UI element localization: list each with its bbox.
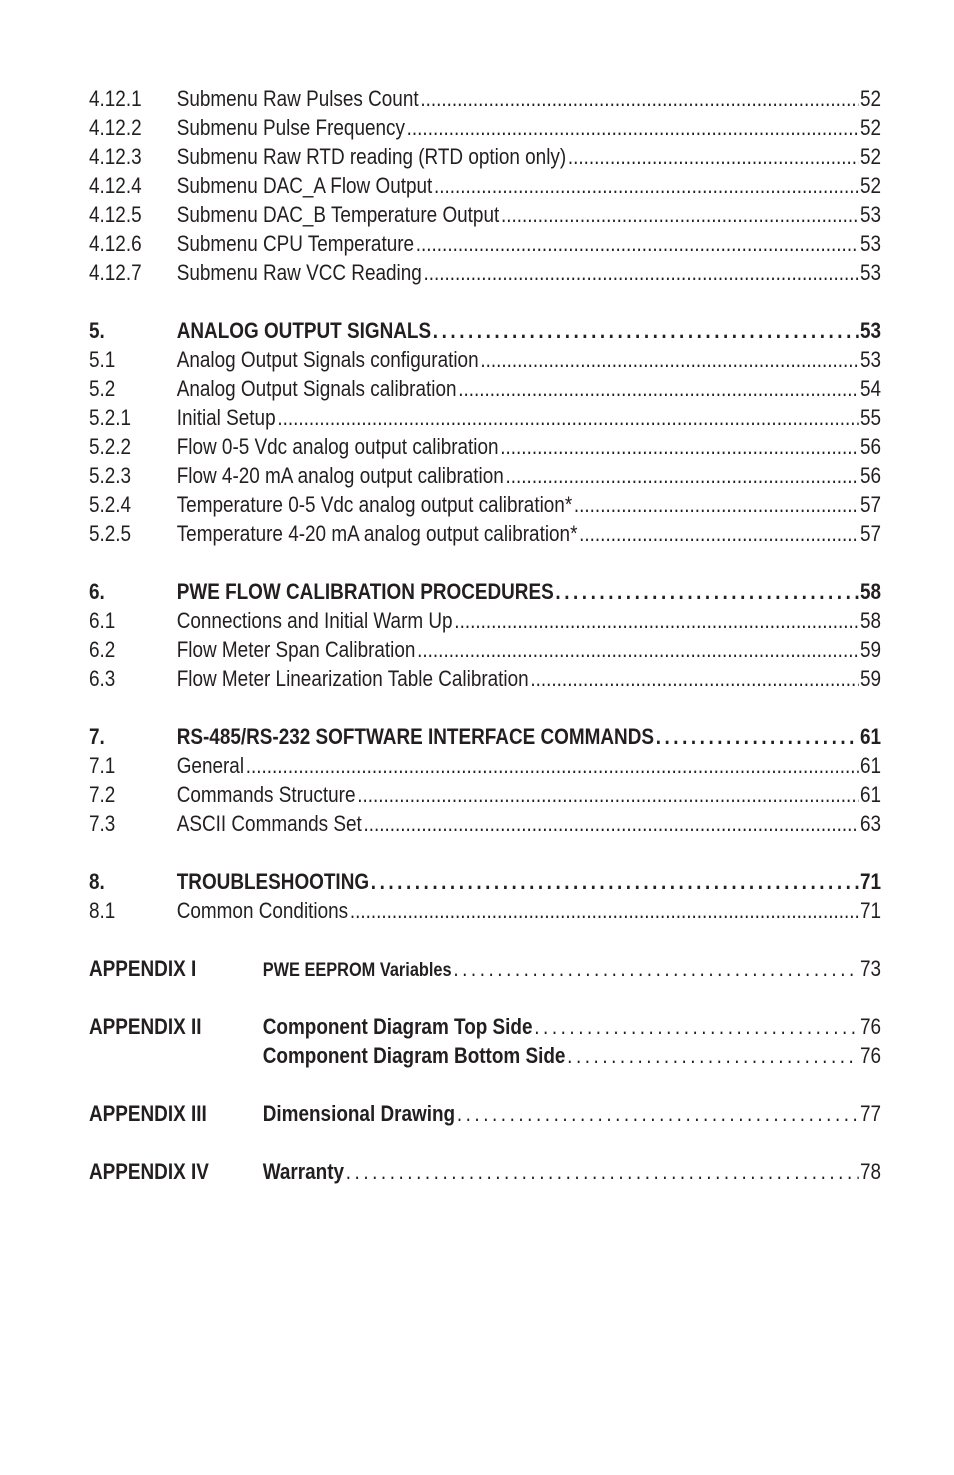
toc-title: TROUBLESHOOTING [176, 869, 370, 894]
toc-entry[interactable] [89, 229, 881, 258]
dot-leader [534, 1012, 858, 1041]
dot-leader [574, 490, 858, 519]
toc-title: Analog Output Signals calibration [176, 376, 457, 401]
toc-title: Flow Meter Span Calibration [176, 637, 416, 662]
appendix-title: Dimensional Drawing [262, 1101, 456, 1126]
toc-appendix-entry[interactable] [89, 954, 881, 983]
toc-page: 52 [860, 86, 882, 111]
toc-page: 61 [860, 724, 882, 749]
toc-page: 71 [860, 869, 882, 894]
dot-leader [567, 1041, 858, 1070]
toc-title: Submenu Raw Pulses Count [176, 86, 419, 111]
toc-page: 52 [860, 115, 882, 140]
dot-leader [433, 316, 858, 345]
appendix-number: APPENDIX I [89, 956, 197, 981]
toc-title: Flow 4-20 mA analog output calibration [176, 463, 504, 488]
toc-number: 7.1 [89, 753, 116, 778]
toc-title: Connections and Initial Warm Up [176, 608, 453, 633]
toc-page: 53 [860, 347, 882, 372]
toc-number: 4.12.6 [89, 231, 142, 256]
dot-leader [506, 461, 859, 490]
toc-page: 56 [860, 434, 882, 459]
toc-entry[interactable] [89, 258, 881, 287]
toc-number: 5.2 [89, 376, 116, 401]
dot-leader [457, 1099, 858, 1128]
toc-number: 7.2 [89, 782, 116, 807]
toc-entry[interactable] [89, 432, 881, 461]
toc-entry[interactable] [89, 84, 881, 113]
toc-title: ANALOG OUTPUT SIGNALS [176, 318, 432, 343]
section-spacer [89, 287, 770, 316]
toc-title: Submenu DAC_B Temperature Output [176, 202, 500, 227]
toc-number: 5.2.1 [89, 405, 132, 430]
table-of-contents [89, 84, 882, 1186]
toc-entry[interactable] [89, 780, 881, 809]
toc-title: Analog Output Signals configuration [176, 347, 479, 372]
toc-page: 53 [860, 260, 882, 285]
toc-number: 8. [89, 869, 105, 894]
toc-entry[interactable] [89, 635, 881, 664]
toc-number: 4.12.5 [89, 202, 142, 227]
toc-entry[interactable] [89, 345, 881, 374]
toc-number: 7. [89, 724, 105, 749]
toc-title: Submenu CPU Temperature [176, 231, 415, 256]
toc-number: 4.12.2 [89, 115, 142, 140]
toc-title: Flow 0-5 Vdc analog output calibration [176, 434, 499, 459]
toc-title: Submenu DAC_A Flow Output [176, 173, 433, 198]
toc-entry[interactable] [89, 751, 881, 780]
appendix-title: Component Diagram Top Side [262, 1014, 533, 1039]
toc-title: General [176, 753, 245, 778]
dot-leader [364, 809, 859, 838]
toc-page: 78 [860, 1159, 882, 1184]
toc-page: 58 [860, 608, 882, 633]
toc-number: 5.2.5 [89, 521, 132, 546]
toc-entry[interactable] [89, 171, 881, 200]
dot-leader [246, 751, 859, 780]
toc-title: Initial Setup [176, 405, 276, 430]
toc-entry[interactable] [89, 809, 881, 838]
dot-leader [500, 432, 858, 461]
toc-page: 61 [860, 753, 882, 778]
toc-page: 52 [860, 173, 882, 198]
toc-page: 55 [860, 405, 882, 430]
toc-entry[interactable] [89, 403, 881, 432]
dot-leader [417, 635, 858, 664]
toc-title: Commands Structure [176, 782, 356, 807]
toc-entry[interactable] [89, 374, 881, 403]
toc-page: 59 [860, 666, 882, 691]
toc-number: 5.2.2 [89, 434, 132, 459]
toc-entry[interactable] [89, 113, 881, 142]
toc-number: 6. [89, 579, 105, 604]
dot-leader [656, 722, 859, 751]
toc-number: 5.1 [89, 347, 116, 372]
toc-title: RS-485/RS-232 SOFTWARE INTERFACE COMMANDS [176, 724, 654, 749]
toc-page: 58 [860, 579, 882, 604]
toc-title: Temperature 4-20 mA analog output calibration* [176, 521, 578, 546]
section-spacer [89, 838, 770, 867]
toc-section-heading[interactable] [89, 867, 881, 896]
toc-page: 56 [860, 463, 882, 488]
toc-page: 59 [860, 637, 882, 662]
toc-number: 6.2 [89, 637, 116, 662]
dot-leader [350, 896, 858, 925]
dot-leader [579, 519, 858, 548]
appendix-title: Component Diagram Bottom Side [262, 1043, 566, 1068]
dot-leader [357, 780, 858, 809]
toc-page: 57 [860, 492, 882, 517]
dot-leader [420, 84, 858, 113]
dot-leader [277, 403, 858, 432]
toc-number: 4.12.1 [89, 86, 142, 111]
dot-leader [453, 954, 858, 983]
toc-page: 63 [860, 811, 882, 836]
toc-page: 53 [860, 202, 882, 227]
section-spacer [89, 983, 770, 1012]
dot-leader [530, 664, 858, 693]
toc-page: 76 [860, 1014, 882, 1039]
section-spacer [89, 548, 770, 577]
toc-title: PWE FLOW CALIBRATION PROCEDURES [176, 579, 554, 604]
toc-title: Submenu Raw RTD reading (RTD option only) [176, 144, 567, 169]
section-spacer [89, 693, 770, 722]
dot-leader [434, 171, 858, 200]
toc-entry[interactable] [89, 200, 881, 229]
dot-leader [346, 1157, 859, 1186]
section-spacer [89, 1070, 770, 1099]
dot-leader [555, 577, 858, 606]
dot-leader [501, 200, 858, 229]
toc-page: 54 [860, 376, 882, 401]
dot-leader [458, 374, 858, 403]
appendix-number: APPENDIX II [89, 1014, 202, 1039]
toc-entry[interactable] [89, 606, 881, 635]
toc-number: 4.12.7 [89, 260, 142, 285]
toc-section-heading[interactable] [89, 722, 881, 751]
toc-number: 7.3 [89, 811, 116, 836]
dot-leader [407, 113, 859, 142]
toc-title: ASCII Commands Set [176, 811, 362, 836]
appendix-title: PWE EEPROM Variables [262, 960, 452, 981]
toc-number: 5. [89, 318, 105, 343]
appendix-title: Warranty [262, 1159, 345, 1184]
toc-appendix-entry[interactable] [89, 1099, 881, 1128]
dot-leader [423, 258, 858, 287]
appendix-number: APPENDIX III [89, 1101, 207, 1126]
toc-entry[interactable] [89, 142, 881, 171]
toc-page: 53 [860, 231, 882, 256]
toc-title: Temperature 0-5 Vdc analog output calibration* [176, 492, 573, 517]
toc-title: Flow Meter Linearization Table Calibration [176, 666, 529, 691]
toc-appendix-entry[interactable] [89, 1041, 881, 1070]
toc-page: 73 [860, 956, 882, 981]
toc-appendix-entry[interactable] [89, 1012, 881, 1041]
toc-title: Common Conditions [176, 898, 349, 923]
toc-entry[interactable] [89, 461, 881, 490]
toc-number: 5.2.4 [89, 492, 132, 517]
toc-entry[interactable] [89, 896, 881, 925]
appendix-number: APPENDIX IV [89, 1159, 209, 1184]
toc-number: 6.3 [89, 666, 116, 691]
section-spacer [89, 1128, 770, 1157]
toc-page: 57 [860, 521, 882, 546]
toc-page: 71 [860, 898, 882, 923]
toc-page: 76 [860, 1043, 882, 1068]
toc-title: Submenu Raw VCC Reading [176, 260, 422, 285]
toc-page: 53 [860, 318, 882, 343]
toc-page: 77 [860, 1101, 882, 1126]
toc-appendix-entry[interactable] [89, 1157, 881, 1186]
dot-leader [568, 142, 858, 171]
toc-number: 5.2.3 [89, 463, 132, 488]
dot-leader [480, 345, 858, 374]
toc-entry[interactable] [89, 519, 881, 548]
section-spacer [89, 925, 770, 954]
toc-section-heading[interactable] [89, 577, 881, 606]
dot-leader [416, 229, 859, 258]
dot-leader [454, 606, 858, 635]
toc-number: 4.12.4 [89, 173, 142, 198]
toc-entry[interactable] [89, 664, 881, 693]
toc-section-heading[interactable] [89, 316, 881, 345]
toc-page: 61 [860, 782, 882, 807]
toc-number: 4.12.3 [89, 144, 142, 169]
toc-title: Submenu Pulse Frequency [176, 115, 405, 140]
dot-leader [371, 867, 858, 896]
toc-number: 8.1 [89, 898, 116, 923]
toc-entry[interactable] [89, 490, 881, 519]
toc-number: 6.1 [89, 608, 116, 633]
toc-page: 52 [860, 144, 882, 169]
